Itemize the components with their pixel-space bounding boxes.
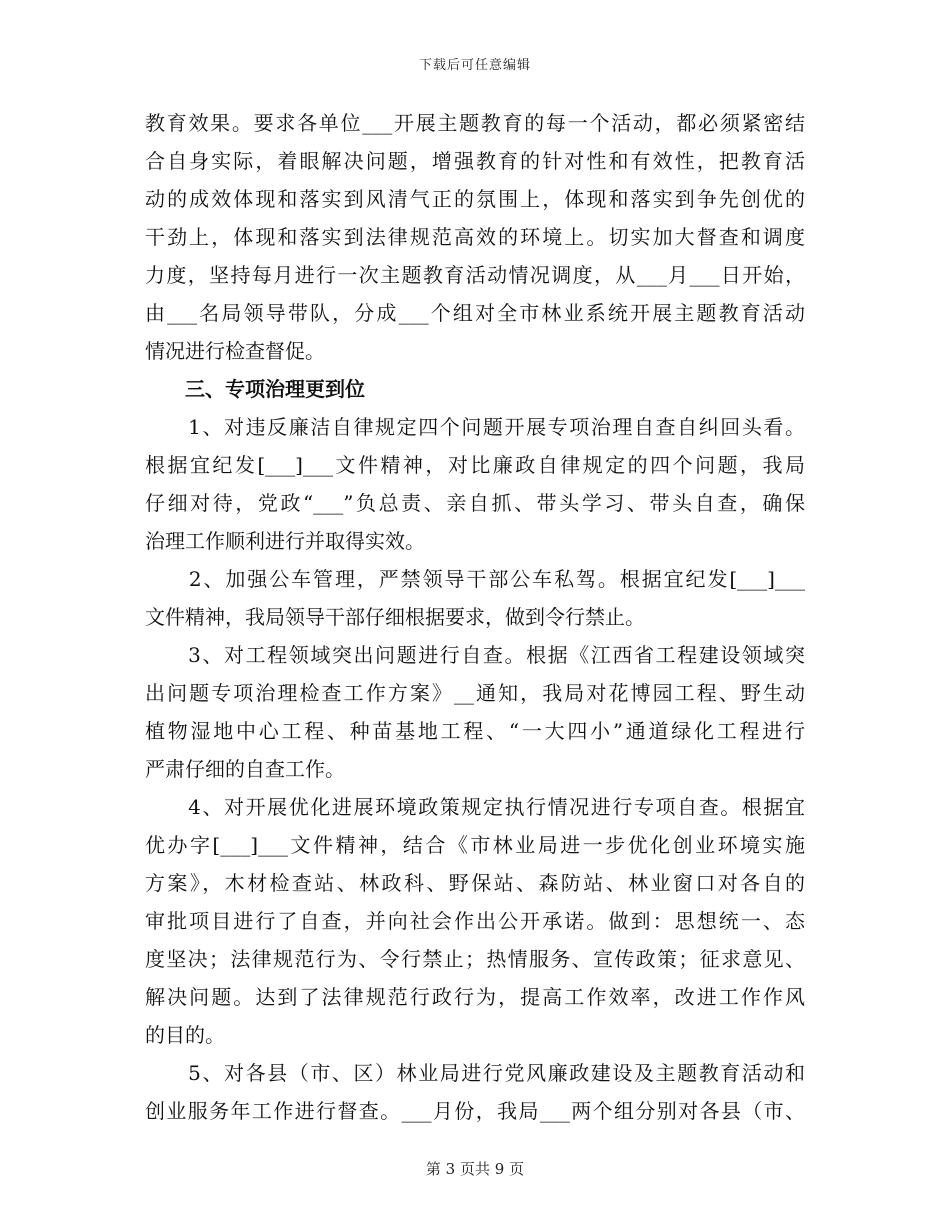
text-line: 动的成效体现和落实到风清气正的氛围上，体现和落实到争先创优的	[145, 187, 805, 211]
paragraph	[145, 104, 805, 370]
text-line: 审批项目进行了自查，并向社会作出公开承诺。做到：思想统一、态	[145, 909, 805, 933]
page-footer: 第 3 页共 9 页	[425, 1160, 525, 1178]
text-line: 的目的。	[145, 1023, 225, 1047]
paragraph	[145, 788, 805, 1054]
text-line: 治理工作顺利进行并取得实效。	[145, 529, 425, 553]
paragraph	[145, 1054, 805, 1130]
text-line: 仔细对待，党政“___”负总责、亲自抓、带头学习、带头自查，确保	[145, 491, 805, 515]
page-header: 下载后可任意编辑	[418, 58, 531, 73]
section-heading: 三、专项治理更到位	[185, 377, 365, 401]
text-line: 5、对各县（市、区）林业局进行党风廉政建设及主题教育活动和	[145, 1061, 805, 1085]
text-line: 创业服务年工作进行督查。___月份，我局___两个组分别对各县（市、	[145, 1099, 805, 1123]
text-line: 出问题专项治理检查工作方案》__通知，我局对花博园工程、野生动	[145, 681, 805, 705]
text-line: 根据宜纪发[___]___文件精神，对比廉政自律规定的四个问题，我局	[145, 453, 805, 477]
paragraph	[145, 560, 805, 636]
text-line: 文件精神，我局领导干部仔细根据要求，做到令行禁止。	[145, 605, 645, 629]
text-line: 2、加强公车管理，严禁领导干部公车私驾。根据宜纪发[___]___	[145, 567, 805, 591]
text-line: 1、对违反廉洁自律规定四个问题开展专项治理自查自纠回头看。	[145, 415, 805, 439]
text-line: 严肃仔细的自查工作。	[145, 757, 345, 781]
text-line: 度坚决；法律规范行为、令行禁止；热情服务、宣传政策；征求意见、	[145, 947, 805, 971]
document-body	[145, 104, 805, 1130]
text-line: 合自身实际，着眼解决问题，增强教育的针对性和有效性，把教育活	[145, 149, 805, 173]
text-line: 解决问题。达到了法律规范行政行为，提高工作效率，改进工作作风	[145, 985, 805, 1009]
paragraph	[145, 636, 805, 788]
text-line: 优办字[___]___文件精神，结合《市林业局进一步优化创业环境实施	[145, 833, 805, 857]
text-line: 情况进行检查督促。	[145, 339, 325, 363]
text-line: 教育效果。要求各单位___开展主题教育的每一个活动，都必须紧密结	[145, 111, 805, 135]
text-line: 4、对开展优化进展环境政策规定执行情况进行专项自查。根据宜	[145, 795, 805, 819]
paragraph	[145, 408, 805, 560]
text-line: 由___名局领导带队，分成___个组对全市林业系统开展主题教育活动	[145, 301, 805, 325]
text-line: 力度，坚持每月进行一次主题教育活动情况调度，从___月___日开始，	[145, 263, 805, 287]
text-line: 干劲上，体现和落实到法律规范高效的环境上。切实加大督查和调度	[145, 225, 805, 249]
text-line: 植物湿地中心工程、种苗基地工程、“一大四小”通道绿化工程进行	[145, 719, 805, 743]
text-line: 3、对工程领域突出问题进行自查。根据《江西省工程建设领域突	[145, 643, 805, 667]
text-line: 方案》，木材检查站、林政科、野保站、森防站、林业窗口对各自的	[145, 871, 805, 895]
